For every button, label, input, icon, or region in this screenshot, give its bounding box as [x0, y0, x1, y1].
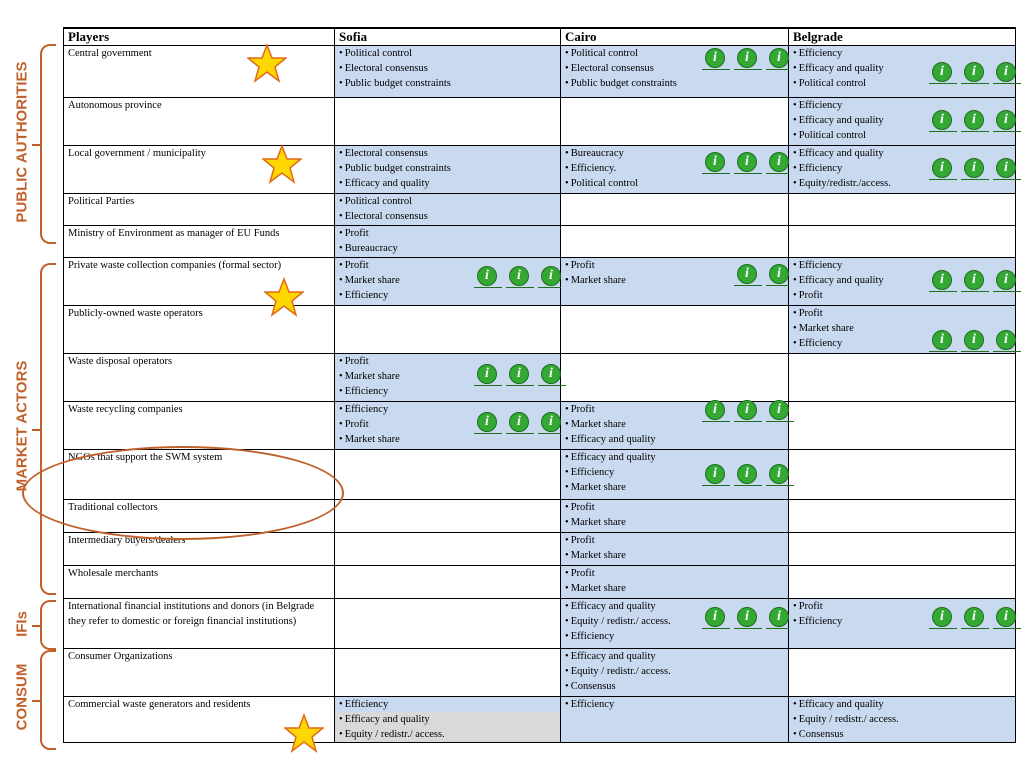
cairo-cell	[561, 98, 789, 146]
info-icon[interactable]	[734, 152, 762, 174]
criteria-item: • Profit	[565, 258, 784, 273]
player-name-cell: Waste disposal operators	[64, 354, 335, 402]
belgrade-cell	[789, 649, 1016, 697]
info-icon-underline	[506, 385, 534, 386]
info-icon-glyph: i	[932, 330, 952, 350]
criteria-item: • Equity / redistr./ access.	[565, 664, 784, 679]
info-icon[interactable]	[702, 400, 730, 422]
table-row	[64, 566, 1016, 599]
info-icon-glyph: i	[996, 158, 1016, 178]
info-icon-underline	[702, 69, 730, 70]
info-icon-underline	[993, 83, 1021, 84]
info-icon[interactable]	[702, 464, 730, 486]
criteria-item: • Political control	[793, 76, 1011, 91]
star-icon	[264, 277, 304, 317]
criteria-item: • Political control	[339, 46, 556, 61]
player-name-cell: Ministry of Environment as manager of EU Funds	[64, 226, 335, 258]
table-row	[64, 354, 1016, 402]
info-icon[interactable]	[929, 62, 957, 84]
belgrade-cell	[789, 533, 1016, 566]
info-icon-group	[929, 62, 1021, 84]
info-icon-group	[474, 412, 566, 434]
info-icon[interactable]	[506, 412, 534, 434]
player-name-cell: Traditional collectors	[64, 500, 335, 533]
info-icon-underline	[929, 179, 957, 180]
sofia-cell	[335, 649, 561, 697]
criteria-item: • Profit	[793, 599, 1011, 614]
ngo-highlight-oval	[22, 446, 344, 540]
sofia-cell	[335, 258, 561, 306]
info-icon[interactable]	[961, 607, 989, 629]
criteria-item: • Profit	[339, 226, 556, 241]
table-row	[64, 258, 1016, 306]
criteria-item: • Profit	[565, 500, 784, 515]
info-icon-underline	[961, 628, 989, 629]
cairo-cell	[561, 450, 789, 500]
table-row	[64, 98, 1016, 146]
criteria-item: • Efficacy and quality	[565, 649, 784, 664]
info-icon[interactable]	[702, 607, 730, 629]
criteria-item: • Efficacy and quality	[335, 712, 560, 727]
belgrade-cell	[789, 258, 1016, 306]
criteria-item: • Efficacy and quality	[793, 146, 1011, 161]
player-name-cell: Wholesale merchants	[64, 566, 335, 599]
criteria-item: • Public budget constraints	[339, 161, 556, 176]
star-icon	[262, 144, 302, 184]
info-icon[interactable]	[993, 110, 1021, 132]
criteria-item: • Consensus	[565, 679, 784, 694]
market-actors-brace	[40, 263, 56, 595]
cairo-cell	[561, 306, 789, 354]
criteria-item: • Efficacy and quality	[565, 432, 784, 447]
cairo-cell	[561, 226, 789, 258]
info-icon-underline	[961, 131, 989, 132]
belgrade-cell	[789, 402, 1016, 450]
criteria-item: • Political control	[339, 194, 556, 209]
info-icon-glyph: i	[932, 110, 952, 130]
info-icon-underline	[734, 173, 762, 174]
player-name-cell: Waste recycling companies	[64, 402, 335, 450]
info-icon[interactable]	[734, 464, 762, 486]
criteria-item: • Efficiency	[339, 402, 556, 417]
sofia-cell	[335, 566, 561, 599]
info-icon-glyph: i	[769, 464, 789, 484]
info-icon-group	[929, 110, 1021, 132]
info-icon[interactable]	[961, 158, 989, 180]
info-icon-underline	[702, 421, 730, 422]
criteria-item: • Bureaucracy	[565, 146, 784, 161]
belgrade-cell	[789, 354, 1016, 402]
info-icon-underline	[961, 291, 989, 292]
criteria-item: • Electoral consensus	[339, 61, 556, 76]
criteria-item: • Electoral consensus	[339, 146, 556, 161]
info-icon-underline	[993, 628, 1021, 629]
info-icon-group	[929, 158, 1021, 180]
sofia-cell	[335, 98, 561, 146]
header-belgrade: Belgrade	[789, 28, 1016, 46]
info-icon[interactable]	[993, 330, 1021, 352]
table-row	[64, 146, 1016, 194]
criteria-item: • Market share	[565, 548, 784, 563]
info-icon-glyph: i	[996, 330, 1016, 350]
stakeholder-table	[63, 27, 1016, 743]
info-icon-glyph: i	[769, 152, 789, 172]
info-icon-underline	[474, 433, 502, 434]
criteria-item: • Efficiency	[793, 98, 1011, 113]
table-row	[64, 697, 1016, 743]
info-icon-glyph: i	[964, 330, 984, 350]
public-authorities-label: PUBLIC AUTHORITIES	[13, 61, 31, 223]
player-name-cell: Intermediary buyers/dealers	[64, 533, 335, 566]
criteria-item: • Consensus	[793, 727, 1011, 742]
criteria-item: • Public budget constraints	[565, 76, 784, 91]
sofia-cell	[335, 500, 561, 533]
info-icon-glyph: i	[964, 110, 984, 130]
info-icon-glyph: i	[769, 607, 789, 627]
info-icon-underline	[734, 285, 762, 286]
info-icon-group	[474, 266, 566, 288]
belgrade-cell	[789, 226, 1016, 258]
cairo-cell	[561, 46, 789, 98]
info-icon-glyph: i	[737, 400, 757, 420]
cairo-cell	[561, 566, 789, 599]
player-name-cell: Commercial waste generators and residents	[64, 697, 335, 743]
belgrade-cell	[789, 697, 1016, 743]
player-name-cell: Local government / municipality	[64, 146, 335, 194]
sofia-cell	[335, 697, 561, 743]
player-name-cell: International financial institutions and donors (in Belgrade they refer to domestic or foreign financial institutions)	[64, 599, 335, 649]
criteria-item: • Profit	[339, 354, 556, 369]
criteria-item: • Efficiency	[565, 465, 784, 480]
info-icon-glyph: i	[705, 152, 725, 172]
criteria-item: • Efficacy and quality	[565, 599, 784, 614]
table-row	[64, 649, 1016, 697]
criteria-item: • Efficiency.	[565, 161, 784, 176]
info-icon-glyph: i	[737, 464, 757, 484]
cairo-cell	[561, 146, 789, 194]
criteria-item: • Profit	[793, 306, 1011, 321]
star-icon	[284, 713, 324, 753]
info-icon-underline	[961, 83, 989, 84]
criteria-item: • Efficiency	[565, 629, 784, 644]
info-icon-group	[702, 607, 794, 629]
cairo-cell	[561, 500, 789, 533]
criteria-item: • Efficiency	[339, 384, 556, 399]
info-icon[interactable]	[961, 62, 989, 84]
criteria-item: • Market share	[339, 369, 556, 384]
cairo-cell	[561, 402, 789, 450]
sofia-cell	[335, 226, 561, 258]
criteria-item: • Electoral consensus	[339, 209, 556, 224]
info-icon-underline	[734, 485, 762, 486]
criteria-item: • Efficiency	[793, 161, 1011, 176]
criteria-item: • Profit	[339, 258, 556, 273]
ifis-label: IFIs	[13, 611, 31, 637]
info-icon-glyph: i	[477, 266, 497, 286]
info-icon-group	[929, 607, 1021, 629]
info-icon-underline	[734, 69, 762, 70]
info-icon-underline	[993, 291, 1021, 292]
sofia-cell	[335, 354, 561, 402]
sofia-cell	[335, 194, 561, 226]
info-icon[interactable]	[929, 270, 957, 292]
criteria-item: • Efficiency	[793, 258, 1011, 273]
info-icon-underline	[474, 287, 502, 288]
info-icon-glyph: i	[509, 266, 529, 286]
criteria-item: • Equity/redistr./access.	[793, 176, 1011, 191]
info-icon-group	[702, 400, 794, 422]
info-icon[interactable]	[993, 158, 1021, 180]
belgrade-cell	[789, 500, 1016, 533]
info-icon-glyph: i	[509, 412, 529, 432]
criteria-item: • Efficacy and quality	[793, 273, 1011, 288]
table-row	[64, 402, 1016, 450]
criteria-item: • Market share	[565, 581, 784, 596]
info-icon-underline	[993, 351, 1021, 352]
info-icon-underline	[993, 179, 1021, 180]
ifis-brace	[40, 600, 56, 650]
criteria-item: • Market share	[565, 515, 784, 530]
star-icon	[247, 43, 287, 83]
info-icon-underline	[734, 628, 762, 629]
info-icon-underline	[702, 485, 730, 486]
info-icon-underline	[929, 291, 957, 292]
info-icon[interactable]	[961, 330, 989, 352]
info-icon-glyph: i	[769, 264, 789, 284]
info-icon[interactable]	[474, 266, 502, 288]
info-icon-glyph: i	[964, 607, 984, 627]
criteria-item: • Efficacy and quality	[339, 176, 556, 191]
player-name-cell: Consumer Organizations	[64, 649, 335, 697]
cairo-cell	[561, 533, 789, 566]
player-name-cell: Publicly-owned waste operators	[64, 306, 335, 354]
info-icon-glyph: i	[964, 62, 984, 82]
sofia-cell	[335, 533, 561, 566]
sofia-cell	[335, 146, 561, 194]
criteria-item: • Market share	[339, 432, 556, 447]
info-icon-glyph: i	[737, 48, 757, 68]
criteria-item: • Public budget constraints	[339, 76, 556, 91]
player-name-cell: NGOs that support the SWM system	[64, 450, 335, 500]
criteria-item: • Profit	[565, 533, 784, 548]
info-icon-glyph: i	[932, 270, 952, 290]
table-row	[64, 599, 1016, 649]
info-icon-glyph: i	[705, 464, 725, 484]
sofia-cell	[335, 402, 561, 450]
info-icon[interactable]	[929, 607, 957, 629]
info-icon-underline	[961, 179, 989, 180]
belgrade-cell	[789, 194, 1016, 226]
table-row	[64, 194, 1016, 226]
criteria-item: • Market share	[339, 273, 556, 288]
criteria-item: • Equity / redistr./ access.	[565, 614, 784, 629]
info-icon-glyph: i	[737, 152, 757, 172]
table-row	[64, 306, 1016, 354]
info-icon-glyph: i	[509, 364, 529, 384]
criteria-item: • Market share	[565, 480, 784, 495]
info-icon-group	[702, 48, 794, 70]
info-icon-glyph: i	[996, 110, 1016, 130]
info-icon-underline	[734, 421, 762, 422]
info-icon-glyph: i	[932, 158, 952, 178]
info-icon-glyph: i	[769, 400, 789, 420]
header-cairo: Cairo	[561, 28, 789, 46]
belgrade-cell	[789, 146, 1016, 194]
info-icon-glyph: i	[996, 62, 1016, 82]
info-icon-glyph: i	[541, 412, 561, 432]
info-icon-underline	[929, 628, 957, 629]
cairo-cell	[561, 258, 789, 306]
criteria-item: • Profit	[565, 566, 784, 581]
info-icon[interactable]	[929, 110, 957, 132]
player-name-cell: Central government	[64, 46, 335, 98]
info-icon-underline	[506, 433, 534, 434]
info-icon-underline	[506, 287, 534, 288]
criteria-item: • Market share	[793, 321, 1011, 336]
cairo-cell	[561, 194, 789, 226]
belgrade-cell	[789, 566, 1016, 599]
info-icon-group	[474, 364, 566, 386]
criteria-item: • Political control	[565, 46, 784, 61]
info-icon-glyph: i	[932, 607, 952, 627]
cairo-cell	[561, 649, 789, 697]
info-icon-glyph: i	[996, 270, 1016, 290]
criteria-item: • Efficacy and quality	[565, 450, 784, 465]
player-name-cell: Political Parties	[64, 194, 335, 226]
info-icon[interactable]	[993, 270, 1021, 292]
market-actors-label: MARKET ACTORS	[13, 360, 31, 492]
info-icon-underline	[961, 351, 989, 352]
belgrade-cell	[789, 450, 1016, 500]
info-icon-underline	[993, 131, 1021, 132]
criteria-item: • Political control	[565, 176, 784, 191]
belgrade-cell	[789, 599, 1016, 649]
info-icon-glyph: i	[477, 364, 497, 384]
criteria-item: • Efficiency	[793, 46, 1011, 61]
info-icon-underline	[702, 628, 730, 629]
criteria-item: • Equity / redistr./ access.	[335, 727, 560, 742]
table-header-row	[64, 28, 1016, 46]
public-authorities-brace	[40, 44, 56, 244]
info-icon-glyph: i	[477, 412, 497, 432]
info-icon[interactable]	[506, 266, 534, 288]
criteria-item: • Political control	[793, 128, 1011, 143]
belgrade-cell	[789, 306, 1016, 354]
info-icon[interactable]	[734, 607, 762, 629]
info-icon[interactable]	[961, 110, 989, 132]
criteria-item: • Efficacy and quality	[793, 697, 1011, 712]
info-icon-underline	[702, 173, 730, 174]
criteria-item: • Market share	[565, 273, 784, 288]
criteria-item: • Bureaucracy	[339, 241, 556, 256]
info-icon-group	[734, 264, 794, 286]
cairo-cell	[561, 599, 789, 649]
info-icon-glyph: i	[964, 270, 984, 290]
criteria-item: • Equity / redistr./ access.	[793, 712, 1011, 727]
info-icon-underline	[929, 131, 957, 132]
info-icon[interactable]	[702, 48, 730, 70]
info-icon-glyph: i	[932, 62, 952, 82]
info-icon[interactable]	[474, 412, 502, 434]
criteria-item: • Efficiency	[339, 288, 556, 303]
info-icon[interactable]	[702, 152, 730, 174]
criteria-item: • Market share	[565, 417, 784, 432]
cairo-cell	[561, 697, 789, 743]
criteria-item: • Efficiency	[565, 697, 784, 712]
criteria-item: • Efficacy and quality	[793, 113, 1011, 128]
criteria-item: • Profit	[793, 288, 1011, 303]
player-name-cell: Autonomous province	[64, 98, 335, 146]
info-icon-glyph: i	[737, 264, 757, 284]
sofia-cell	[335, 306, 561, 354]
sofia-cell	[335, 46, 561, 98]
sofia-cell	[335, 450, 561, 500]
belgrade-cell	[789, 46, 1016, 98]
info-icon-glyph: i	[964, 158, 984, 178]
info-icon-underline	[474, 385, 502, 386]
info-icon-glyph: i	[705, 48, 725, 68]
info-icon-glyph: i	[996, 607, 1016, 627]
consum-label: CONSUM	[13, 663, 31, 731]
criteria-item: • Efficacy and quality	[793, 61, 1011, 76]
info-icon-group	[929, 270, 1021, 292]
criteria-item: • Efficiency	[793, 614, 1011, 629]
info-icon[interactable]	[734, 48, 762, 70]
player-name-cell: Private waste collection companies (formal sector)	[64, 258, 335, 306]
info-icon[interactable]	[993, 607, 1021, 629]
info-icon[interactable]	[734, 400, 762, 422]
criteria-item: • Electoral consensus	[565, 61, 784, 76]
header-sofia: Sofia	[335, 28, 561, 46]
info-icon[interactable]	[506, 364, 534, 386]
criteria-item: • Profit	[339, 417, 556, 432]
info-icon-glyph: i	[737, 607, 757, 627]
info-icon[interactable]	[929, 158, 957, 180]
info-icon-group	[702, 152, 794, 174]
belgrade-cell	[789, 98, 1016, 146]
criteria-item: • Profit	[565, 402, 784, 417]
table-row	[64, 46, 1016, 98]
criteria-item: • Efficiency	[793, 336, 1011, 351]
sofia-cell	[335, 599, 561, 649]
info-icon-glyph: i	[705, 607, 725, 627]
criteria-item: • Efficiency	[339, 697, 556, 712]
header-players: Players	[64, 28, 335, 46]
info-icon-underline	[929, 351, 957, 352]
info-icon-underline	[929, 83, 957, 84]
consum-brace	[40, 650, 56, 750]
info-icon[interactable]	[961, 270, 989, 292]
info-icon[interactable]	[734, 264, 762, 286]
info-icon-group	[702, 464, 794, 486]
info-icon-glyph: i	[705, 400, 725, 420]
cairo-cell	[561, 354, 789, 402]
info-icon[interactable]	[474, 364, 502, 386]
info-icon-group	[929, 330, 1021, 352]
table-row	[64, 226, 1016, 258]
info-icon[interactable]	[993, 62, 1021, 84]
info-icon[interactable]	[929, 330, 957, 352]
info-icon-glyph: i	[541, 266, 561, 286]
info-icon-glyph: i	[541, 364, 561, 384]
info-icon-glyph: i	[769, 48, 789, 68]
